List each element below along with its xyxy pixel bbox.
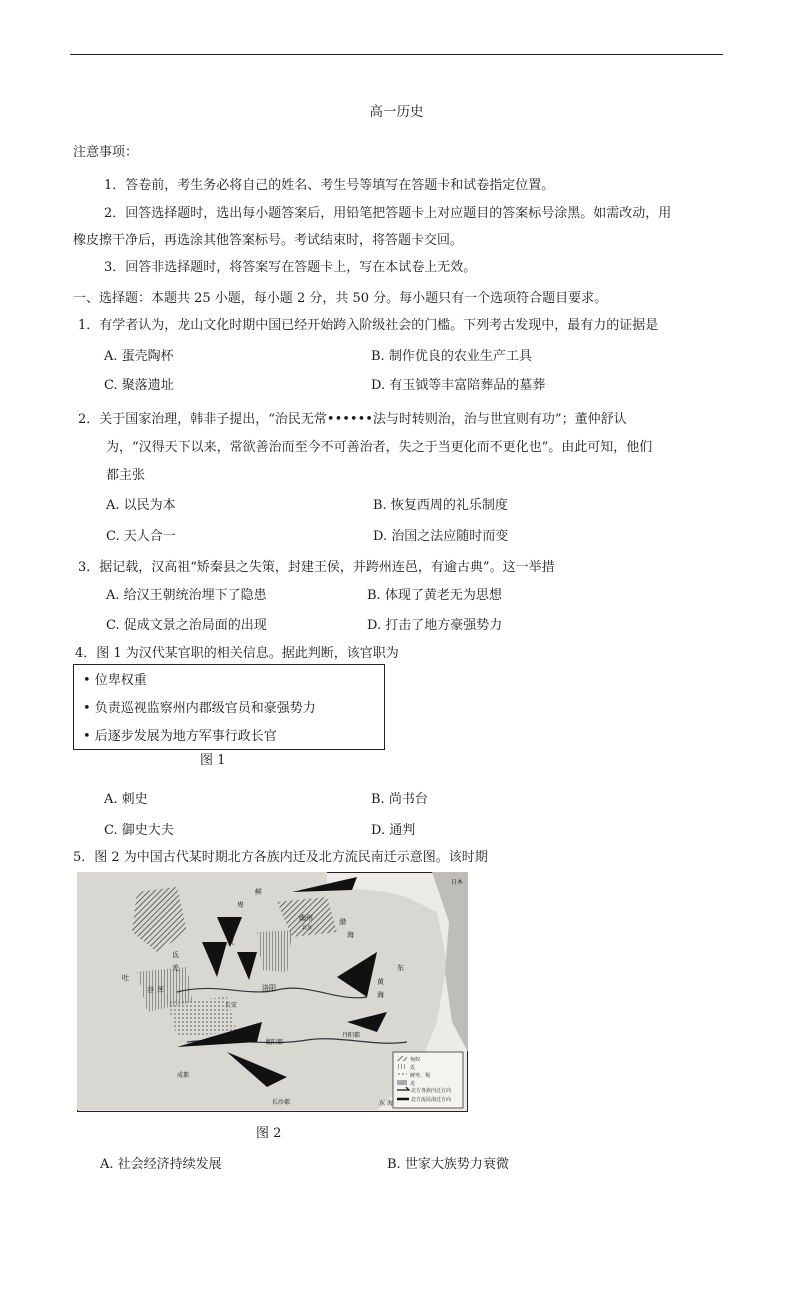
question-stem: 3．据记载，汉高祖“矫秦县之失策，封建王侯，并跨州连邑，有逾古典”。这一举措 — [78, 560, 555, 575]
option-a: A. 以民为本 — [106, 498, 176, 513]
option-b: B. 制作优良的农业生产工具 — [371, 349, 532, 364]
map-label: 奴 — [227, 938, 234, 946]
map-label: 黄 — [377, 978, 384, 986]
map-label: 幽州 — [299, 914, 313, 922]
option-a: A. 刺史 — [104, 792, 148, 807]
info-box-item: • 后逐步发展为地方军事行政长官 — [83, 729, 277, 744]
map-label: 长安 — [225, 1002, 238, 1009]
option-b: B. 体现了黄老无为思想 — [367, 588, 502, 603]
map-label: 渤 — [339, 918, 346, 926]
legend-label: 北方流民南迁方向 — [411, 1097, 452, 1103]
map-label: 海 — [387, 1100, 394, 1107]
map-label: 谷 — [147, 986, 154, 994]
option-a: A. 给汉王朝统治埋下了隐患 — [106, 588, 267, 603]
map-label: 丹阳郡 — [342, 1032, 361, 1039]
map-label: 羌 — [172, 964, 179, 972]
question-stem: 为，“汉得天下以来，常欲善治而至今不可善治者，失之于当更化而不更化也”。由此可知，他们 — [106, 440, 653, 455]
legend-label: 羌 — [410, 1081, 416, 1087]
map-label: 洛阳 — [262, 984, 276, 992]
figure-caption: 图 1 — [200, 753, 226, 768]
notice-item: 2．回答选择题时，选出每小题答案后，用铅笔把答题卡上对应题目的答案标号涂黑。如需改动，用 — [104, 206, 672, 221]
map-label: 东 — [379, 1100, 386, 1107]
option-a: A. 社会经济持续发展 — [100, 1157, 222, 1172]
question-stem: 都主张 — [106, 468, 146, 483]
map-label: 成都 — [177, 1072, 190, 1079]
map-label: 襄阳郡 — [265, 1039, 284, 1046]
option-d: D. 有玉钺等丰富陪葬品的墓葬 — [371, 378, 546, 393]
map-label: 浑 — [157, 986, 164, 994]
notice-item: 1．答卷前，考生务必将自己的姓名、考生号等填写在答题卡和试卷指定位置。 — [104, 178, 555, 193]
info-box-item: • 位卑权重 — [83, 673, 147, 688]
option-b: B. 尚书台 — [371, 792, 428, 807]
option-d: D. 打击了地方豪强势力 — [367, 618, 503, 633]
question-stem: 1．有学者认为，龙山文化时期中国已经开始跨入阶级社会的门槛。下列考古发现中，最有力的证据是 — [78, 318, 659, 333]
map-label: 东 — [397, 964, 404, 972]
migration-map — [77, 872, 468, 1112]
option-d: D. 治国之法应随时而变 — [373, 529, 509, 544]
map-label: 吐 — [122, 974, 129, 982]
map-label: 鲜 — [255, 888, 262, 896]
question-stem: 2．关于国家治理，韩非子提出，“治民无常••••••法与时转则治，治与世宜则有功”；董仲舒认 — [78, 412, 627, 427]
option-c: C. 聚落遗址 — [104, 378, 174, 393]
map-label: 匈 — [227, 926, 234, 934]
notice-item-cont: 橡皮擦干净后，再选涂其他答案标号。考试结束时，将答题卡交回。 — [73, 233, 464, 248]
option-d: D. 通判 — [371, 823, 416, 838]
figure-caption: 图 2 — [256, 1126, 282, 1141]
question-stem: 5．图 2 为中国古代某时期北方各族内迁及北方流民南迁示意图。该时期 — [73, 850, 488, 865]
map-label: 海 — [377, 991, 384, 999]
legend-label: 匈奴 — [410, 1057, 421, 1063]
map-label: 海 — [347, 931, 354, 939]
legend-label: 北方各族内迁方向 — [411, 1088, 452, 1094]
map-label: 长沙郡 — [272, 1099, 291, 1106]
info-box — [73, 664, 385, 750]
question-stem: 4．图 1 为汉代某官职的相关信息。据此判断，该官职为 — [75, 646, 399, 661]
legend-label: 鲜卑、羯 — [410, 1073, 431, 1079]
notice-heading: 注意事项： — [73, 145, 139, 160]
page-title: 高一历史 — [369, 104, 424, 120]
option-b: B. 世家大族势力衰微 — [387, 1157, 509, 1172]
option-c: C. 天人合一 — [106, 529, 176, 544]
notice-item: 3．回答非选择题时，将答案写在答题卡上，写在本试卷上无效。 — [104, 260, 477, 275]
section-heading: 一、选择题：本题共 25 小题，每小题 2 分，共 50 分。每小题只有一个选项符合题目要求。 — [73, 291, 608, 306]
option-a: A. 蛋壳陶杯 — [104, 349, 174, 364]
jie-region — [257, 930, 292, 972]
top-rule — [70, 54, 723, 55]
info-box-item: • 负责巡视监察州内郡级官员和豪强势力 — [83, 701, 316, 716]
option-c: C. 促成文景之治局面的出现 — [106, 618, 267, 633]
map-label: 日本 — [451, 879, 464, 886]
map-label: 北京 — [302, 925, 313, 931]
map-label: 氐 — [172, 951, 179, 959]
option-c: C. 御史大夫 — [104, 823, 174, 838]
legend-label: 氐 — [410, 1065, 416, 1071]
map-label: 卑 — [237, 901, 244, 909]
option-b: B. 恢复西周的礼乐制度 — [373, 498, 508, 513]
